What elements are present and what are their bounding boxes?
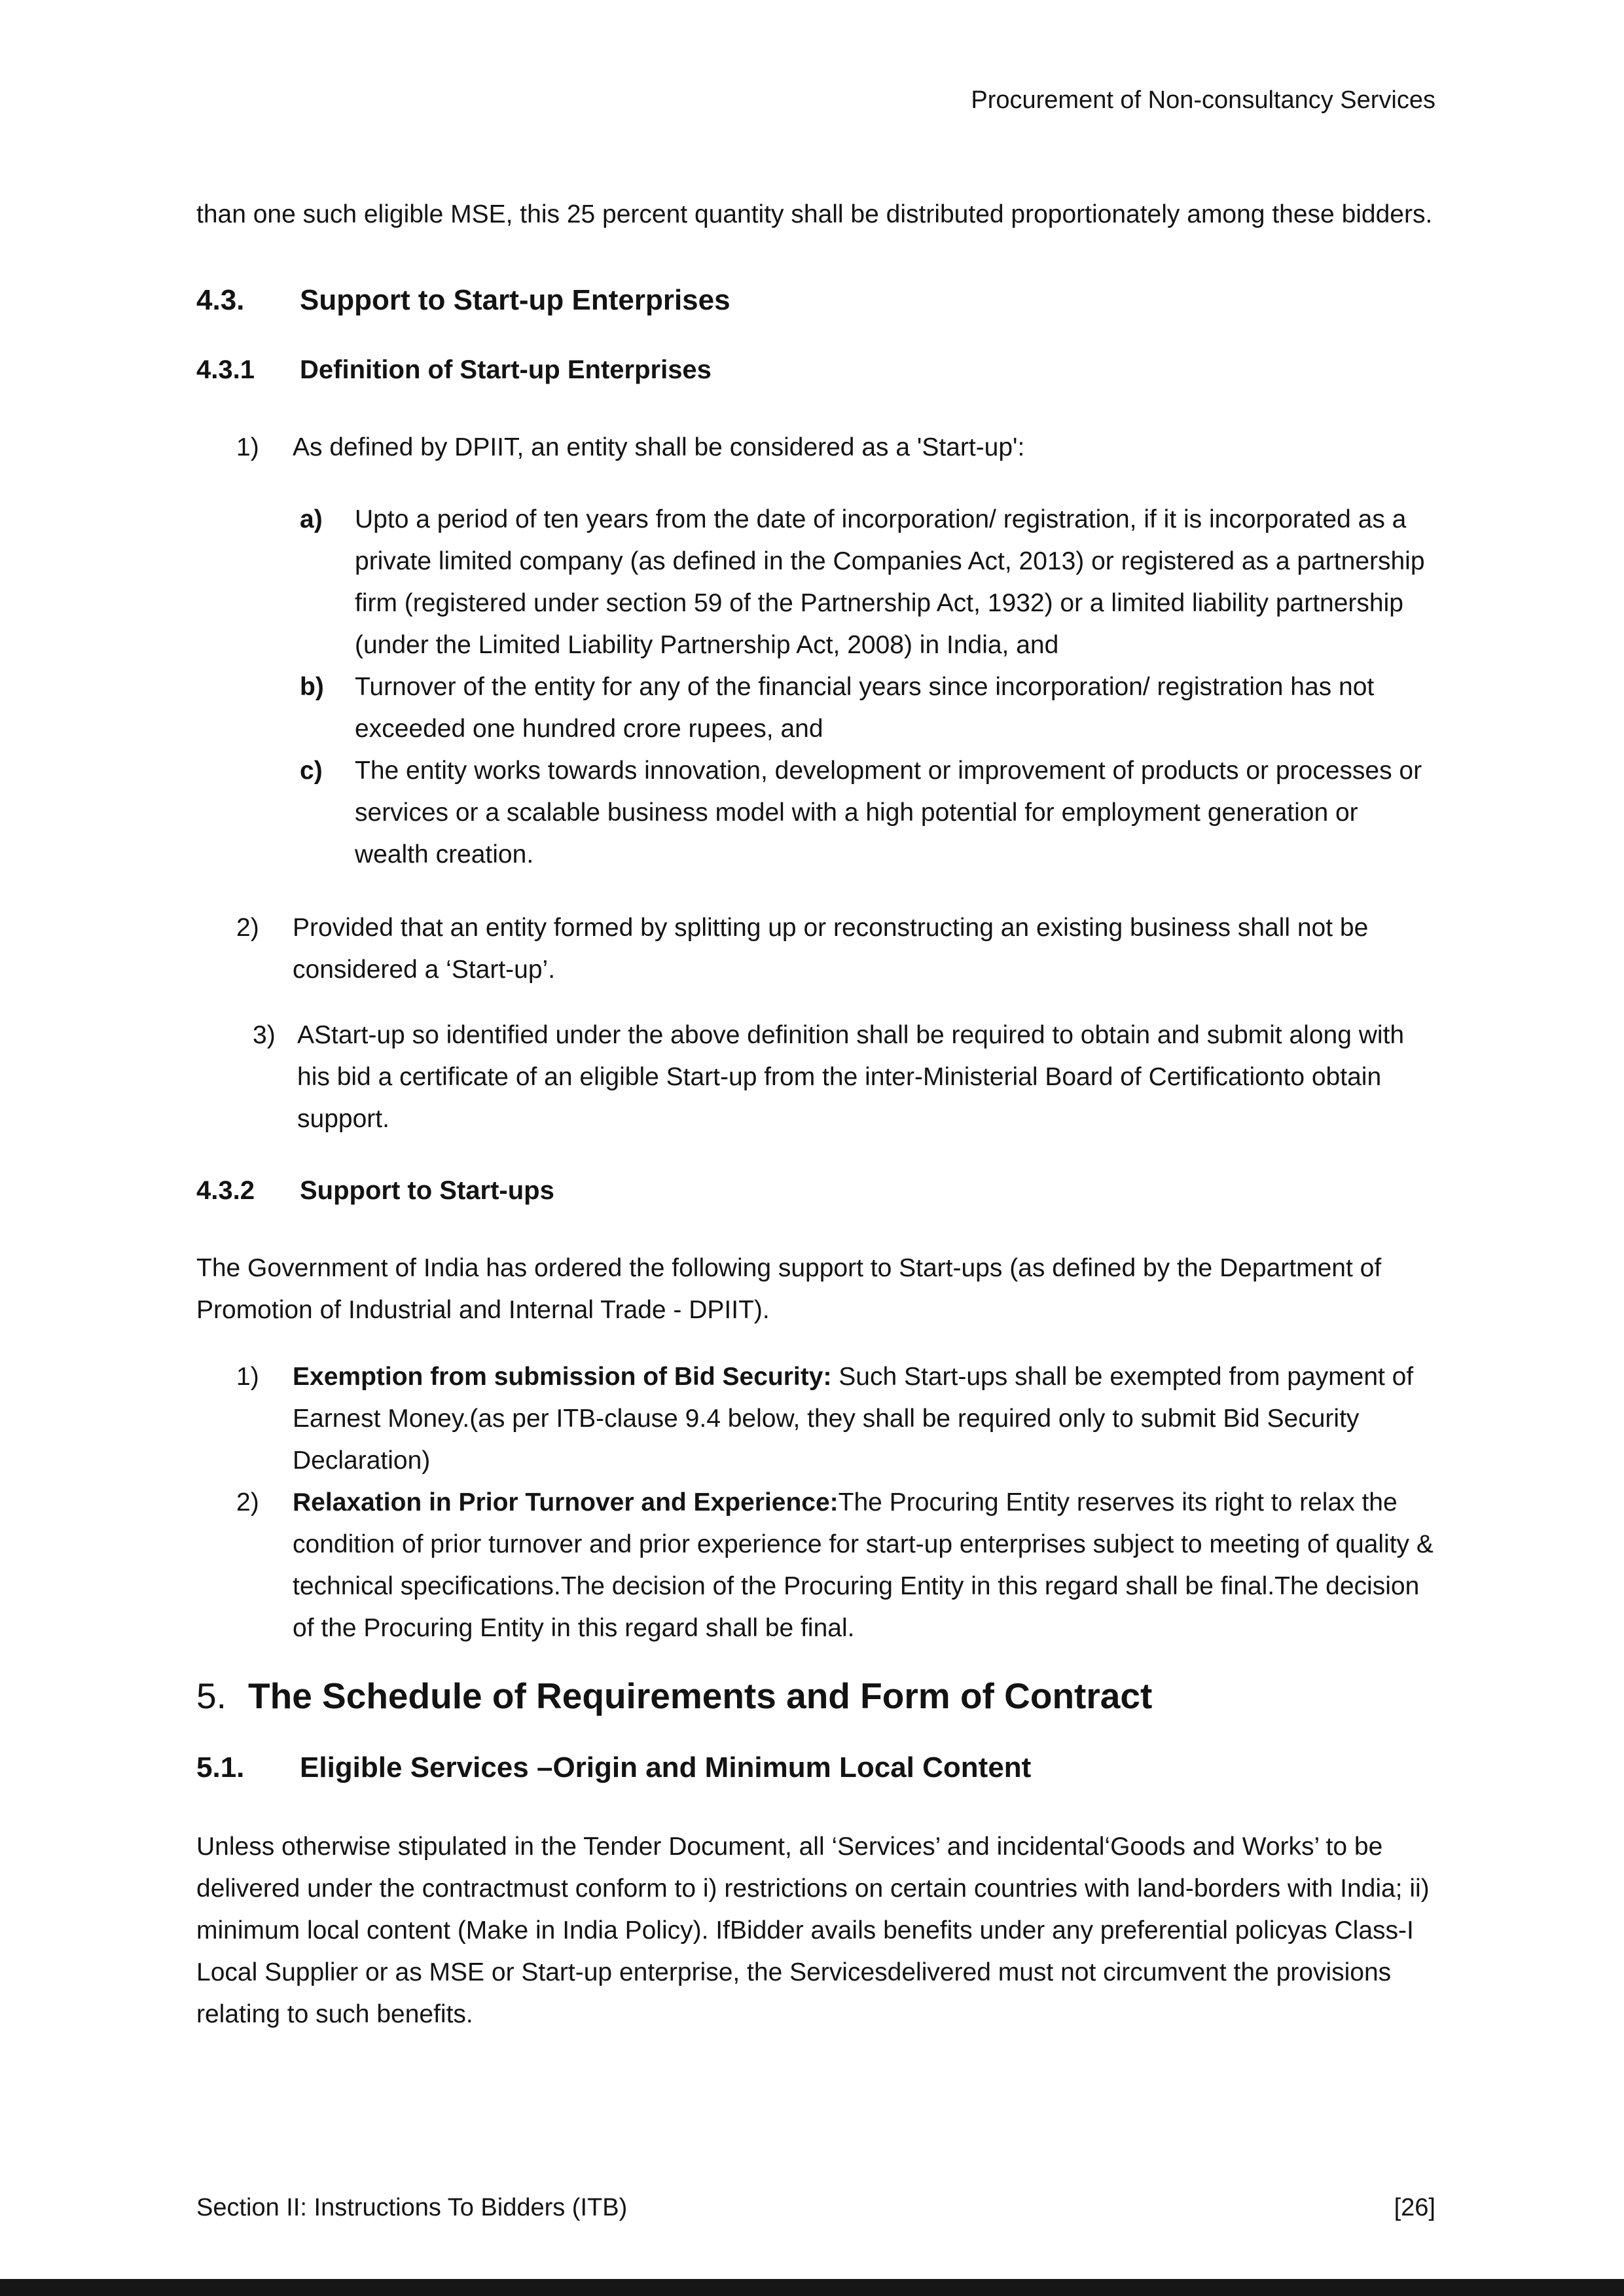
heading-title: Support to Start-up Enterprises (300, 284, 731, 316)
footer-section-label: Section II: Instructions To Bidders (ITB) (196, 2194, 628, 2221)
heading-title: The Schedule of Requirements and Form of Contract (248, 1676, 1153, 1716)
list-item-text: The entity works towards innovation, development or improvement of products or processes or services or a scalable business model with a high potential for employment generation or wealth creation. (355, 757, 1422, 869)
list-item-text (293, 1356, 1435, 1482)
heading-5 (196, 1674, 1435, 1717)
footer-page-number: [26] (1394, 2194, 1435, 2221)
list-item-text: Turnover of the entity for any of the financial years since incorporation/ registration has not exceeded one hundred crore rupees, and (355, 673, 1375, 743)
heading-5-1 (196, 1751, 1435, 1784)
list-item-text: Provided that an entity formed by splitting up or reconstructing an existing business shall not be considered a ‘Start-up’. (293, 914, 1369, 984)
list-marker: b) (300, 673, 324, 701)
heading-number: 5.1. (196, 1751, 245, 1784)
list-item-b (196, 666, 1435, 750)
heading-title: Support to Start-ups (300, 1176, 554, 1205)
list-marker: 1) (236, 1363, 259, 1391)
list-item-1 (196, 427, 1435, 469)
list-item-a (196, 499, 1435, 666)
header-title: Procurement of Non-consultancy Services (971, 86, 1435, 114)
heading-number: 4.3.2 (196, 1176, 255, 1205)
list-item-bold-lead: Exemption from submission of Bid Security: (293, 1363, 832, 1391)
list-item-text (293, 1482, 1435, 1649)
list-item-rest: The Procuring Entity reserves its right to relax the condition of prior turnover and prior experience for start-up enterprises subject to meeting of quality & technical specifications.The decision of the Procuring Entity in this regard shall be final.The decision of the Procuring Entity in this regard shall be final. (293, 1488, 1434, 1642)
support-list-item-2 (196, 1482, 1435, 1649)
intro-paragraph: than one such eligible MSE, this 25 percent quantity shall be distributed proportionately among these bidders. (196, 200, 1433, 228)
list-item-rest: Such Start-ups shall be exempted from payment of Earnest Money.(as per ITB-clause 9.4 below, they shall be required only to submit Bid Security Declaration) (293, 1363, 1414, 1475)
list-item-text: As defined by DPIIT, an entity shall be considered as a 'Start-up': (293, 433, 1025, 461)
list-marker: c) (300, 757, 323, 785)
list-item-3 (196, 1014, 1435, 1140)
list-marker: 2) (236, 914, 259, 942)
list-item-2 (196, 907, 1435, 991)
heading-title: Definition of Start-up Enterprises (300, 355, 712, 384)
list-item-text: AStart-up so identified under the above definition shall be required to obtain and submit along with his bid a certificate of an eligible Start-up from the inter-Ministerial Board of Certificationto obtain support. (297, 1021, 1405, 1133)
page-bottom-edge (0, 2279, 1624, 2296)
list-marker: 1) (236, 433, 259, 461)
definition-sublist (196, 499, 1435, 876)
support-list (196, 1356, 1435, 1649)
heading-number: 4.3.1 (196, 355, 255, 384)
list-marker: a) (300, 505, 323, 533)
heading-number: 4.3. (196, 284, 245, 316)
list-item-bold-lead: Relaxation in Prior Turnover and Experience: (293, 1488, 839, 1516)
list-item-text: Upto a period of ten years from the date of incorporation/ registration, if it is incorporated as a private limited company (as defined in the Companies Act, 2013) or registered as a partnership firm (registered under section 59 of the Partnership Act, 1932) or a limited liability partnership (under the Limited Liability Partnership Act, 2008) in India, and (355, 505, 1425, 659)
page-footer (196, 2194, 1435, 2222)
heading-title: Eligible Services –Origin and Minimum Local Content (300, 1751, 1032, 1784)
support-intro-paragraph: The Government of India has ordered the following support to Start-ups (as defined by the Department of Promotion of Industrial and Internal Trade - DPIIT). (196, 1254, 1382, 1324)
heading-4-3 (196, 284, 1435, 317)
support-list-item-1 (196, 1356, 1435, 1482)
heading-4-3-2 (196, 1174, 1435, 1207)
heading-4-3-1 (196, 353, 1435, 386)
page-header (196, 84, 1435, 117)
heading-number: 5. (196, 1676, 226, 1716)
list-item-c (196, 750, 1435, 876)
list-marker: 2) (236, 1488, 259, 1516)
list-marker: 3) (253, 1021, 276, 1049)
origin-paragraph: Unless otherwise stipulated in the Tender Document, all ‘Services’ and incidental‘Goods and Works’ to be delivered under the contractmust conform to i) restrictions on certain countries with land-borders with India; ii) minimum local content (Make in India Policy). IfBidder avails benefits under any preferential policyas Class-I Local Supplier or as MSE or Start-up enterprise, the Servicesdelivered must not circumvent the provisions relating to such benefits. (196, 1833, 1430, 2028)
